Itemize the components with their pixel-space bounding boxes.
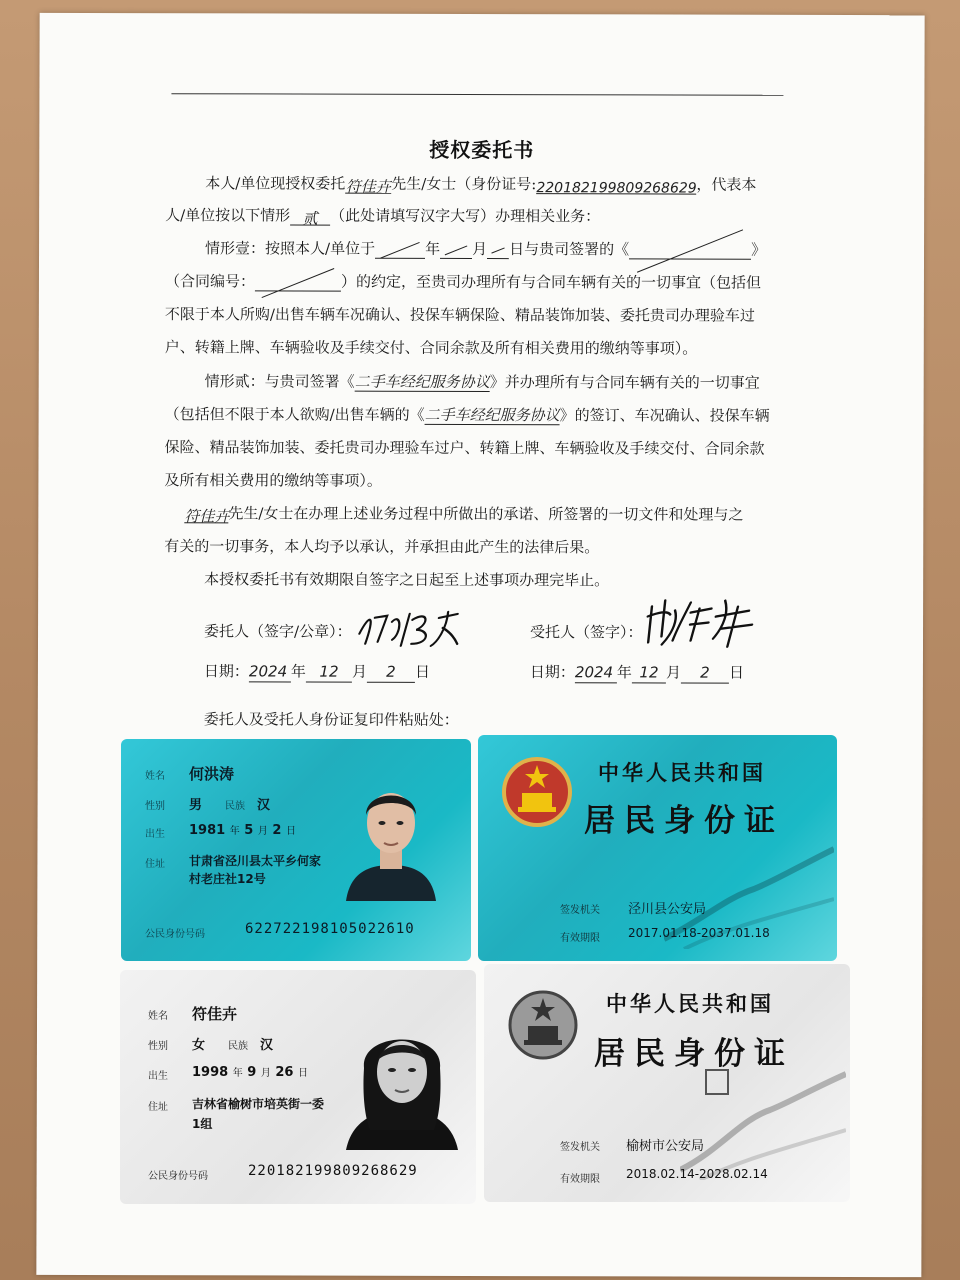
agent-name-blank: [345, 177, 391, 194]
agent-address-label: 住址: [148, 1102, 168, 1113]
principal-birth-day-unit: 日: [285, 826, 296, 837]
para1-text-c: ，代表本: [696, 175, 757, 194]
agent-birth-month: 9: [247, 1065, 257, 1080]
principal-back-card-title: 居民身份证: [584, 803, 784, 839]
document-title: 授权委托书: [429, 137, 535, 163]
principal-ethnic-label: 民族: [225, 801, 245, 812]
agent-validity: 2018.02.14-2028.02.14: [626, 1167, 768, 1181]
principal-name: 何洪涛: [189, 765, 235, 783]
agent-month-unit: 月: [665, 663, 681, 682]
great-wall-icon: [680, 1060, 846, 1180]
agent-issuer-label: 签发机关: [560, 1142, 600, 1153]
para1-line1: [205, 173, 757, 197]
agent-birth: [192, 1064, 308, 1080]
principal-ethnic: 汉: [257, 798, 271, 813]
agent-day-unit: 日: [728, 663, 745, 682]
principal-photo: [336, 769, 446, 901]
agent-ethnic: 汉: [260, 1038, 274, 1053]
principal-signature-drawing: [350, 604, 470, 650]
case-number-blank: [290, 209, 330, 226]
agent-date-day: 2: [681, 663, 729, 684]
para1-line2: [165, 205, 600, 226]
agent-photo: [342, 1010, 462, 1150]
case1-line3: 不限于本人所购/出售车辆车况确认、投保车辆保险、精品装饰加装、委托贵司办理验车过: [164, 305, 755, 325]
case2-text-a: 情形贰：与贵司签署《: [204, 372, 355, 391]
principal-birth-month: 5: [244, 823, 254, 838]
case1-text-b: ）的约定，至贵司办理所有与合同车辆有关的一切事宜（包括但: [340, 272, 762, 292]
agent-date-label: 日期：: [529, 663, 575, 682]
principal-address-line1: 甘肃省泾川县太平乡何家: [189, 854, 322, 868]
agent-signature-drawing: [637, 592, 769, 648]
case1-line4: 户、转籍上牌、车辆验收及手续交付、合同余款及所有相关费用的缴纳等事项）。: [164, 338, 698, 358]
principal-sign-label: 委托人（签字/公章）：: [204, 622, 352, 641]
agent-back-card-title: 居民身份证: [594, 1036, 794, 1072]
id-number-blank: [536, 177, 697, 197]
agent-birth-year-unit: 年: [232, 1068, 243, 1079]
case2-line4: 及所有相关费用的缴纳等事项）。: [164, 471, 382, 490]
principal-validity-label: 有效期限: [560, 933, 600, 944]
agent-birth-year: 1998: [192, 1065, 229, 1080]
case1-month-blank: [440, 242, 472, 259]
case2-line3: 保险、精品装饰加装、委托贵司办理验车过户、转籍上牌、车辆验收及手续交付、合同余款: [164, 438, 765, 458]
case1-month-unit: 月: [472, 239, 488, 259]
principal-birth: [189, 822, 296, 838]
principal-birth-label: 出生: [145, 829, 165, 840]
case2-line2: [165, 404, 770, 426]
para3-name-handwritten: 符佳卉: [184, 507, 230, 526]
agent-ethnic-label: 民族: [228, 1041, 248, 1052]
principal-birth-month-unit: 月: [257, 826, 268, 837]
principal-birth-year: 1981: [189, 823, 226, 838]
agent-date-year: 2024: [575, 662, 617, 683]
agent-address-line1: 吉林省榆树市培英街一委: [192, 1097, 325, 1111]
case2-contract-handwritten-2: 二手车经纪服务协议: [424, 405, 560, 425]
principal-issuer-label: 签发机关: [560, 905, 600, 916]
case1-contract-blank: [629, 242, 751, 259]
principal-back-country: 中华人民共和国: [598, 760, 766, 785]
agent-back-country: 中华人民共和国: [606, 991, 774, 1016]
agent-signature: [635, 592, 769, 656]
case1-contract-no-blank: [255, 274, 341, 291]
principal-id-front: [121, 739, 471, 961]
agent-year-unit: 年: [616, 663, 632, 682]
agent-id-front: [120, 970, 476, 1204]
principal-validity: 2017.01.18-2037.01.18: [628, 926, 770, 940]
national-emblem-icon: [506, 988, 580, 1062]
principal-birth-year-unit: 年: [229, 826, 240, 837]
case1-text-a: 情形壹：按照本人/单位于: [205, 239, 376, 258]
principal-id-no: 622722198105022610: [245, 921, 415, 937]
principal-month-unit: 月: [351, 662, 368, 681]
agent-issuer: 榆树市公安局: [626, 1139, 705, 1154]
header-rule: [171, 93, 783, 96]
para3-line2: 有关的一切事务，本人均予以承认，并承担由此产生的法律后果。: [164, 537, 600, 557]
agent-id-back: [484, 964, 850, 1202]
para1-text-a: 本人/单位现授权委托: [205, 174, 346, 193]
agent-address-line2: 1组: [192, 1117, 213, 1131]
para1-text-b: 先生/女士（身份证号:: [391, 174, 537, 194]
case-number-handwritten: 贰: [302, 209, 318, 228]
agent-id-no: 220182199809268629: [248, 1163, 418, 1179]
agent-sex: 女: [192, 1038, 206, 1053]
principal-sex: 男: [189, 798, 203, 813]
para1-text-e: （此处请填写汉字大写）办理相关业务：: [330, 206, 601, 226]
case1-contract-no-label: （合同编号：: [164, 272, 255, 291]
para3-text-a: 先生/女士在办理上述业务过程中所做出的承诺、所签署的一切文件和处理与之: [228, 504, 744, 524]
principal-signature: [348, 604, 470, 658]
case1-line2: [165, 271, 761, 293]
principal-issuer: 泾川县公安局: [628, 902, 707, 917]
agent-birth-day-unit: 日: [297, 1068, 308, 1079]
agent-date: [530, 662, 744, 684]
agent-birth-month-unit: 月: [260, 1068, 271, 1079]
national-emblem-icon: [500, 755, 574, 829]
case2-text-b: 》并办理所有与合同车辆有关的一切事宜: [489, 373, 760, 392]
agent-date-month: 12: [632, 662, 666, 683]
agent-id-no-label: 公民身份号码: [148, 1171, 208, 1182]
case1-year-blank: [375, 242, 425, 259]
para3-line1: [184, 503, 743, 524]
case1-line1: [205, 238, 766, 259]
principal-date-year: 2024: [249, 661, 291, 682]
case2-contract-handwritten: 二手车经纪服务协议: [354, 372, 490, 392]
case2-text-c: （包括但不限于本人欲购/出售车辆的《: [164, 405, 425, 424]
principal-address-label: 住址: [145, 859, 165, 870]
agent-sign-label: 受托人（签字）：: [530, 623, 643, 642]
principal-sex-label: 性别: [145, 801, 165, 812]
agent-name: 符佳卉: [192, 1005, 238, 1023]
para1-text-d: 人/单位按以下情形: [165, 206, 291, 225]
agent-name-handwritten: 符佳卉: [345, 177, 391, 196]
principal-name-label: 姓名: [145, 771, 165, 782]
principal-id-no-label: 公民身份号码: [145, 929, 205, 940]
case2-line1: [205, 371, 760, 392]
principal-id-back: [478, 735, 837, 961]
validity-statement: 本授权委托书有效期限自签字之日起至上述事项办理完毕止。: [204, 570, 610, 590]
agent-name-label: 姓名: [148, 1011, 168, 1022]
id-number-handwritten: 220182199809268629: [536, 180, 697, 197]
para3-name-blank: [184, 506, 230, 526]
case1-day-unit: 日与贵司签署的《: [509, 240, 630, 259]
principal-address-line2: 村老庄社12号: [189, 872, 266, 886]
agent-sex-label: 性别: [148, 1041, 168, 1052]
agent-birth-day: 26: [275, 1065, 294, 1080]
principal-day-unit: 日: [414, 662, 431, 681]
attachment-label: 委托人及受托人身份证复印件粘贴处：: [203, 710, 459, 729]
case2-text-d: 》的签订、车况确认、投保车辆: [559, 406, 770, 425]
principal-year-unit: 年: [290, 662, 306, 681]
principal-date: [204, 661, 430, 683]
principal-date-label: 日期：: [203, 662, 249, 681]
case1-day-blank: [487, 242, 509, 259]
case1-year-unit: 年: [425, 239, 441, 258]
agent-birth-label: 出生: [148, 1071, 168, 1082]
agent-validity-label: 有效期限: [560, 1174, 600, 1185]
principal-date-day: 2: [367, 662, 415, 683]
principal-date-month: 12: [306, 662, 352, 683]
principal-birth-day: 2: [272, 823, 282, 838]
case1-close-bracket: 》: [751, 240, 767, 259]
